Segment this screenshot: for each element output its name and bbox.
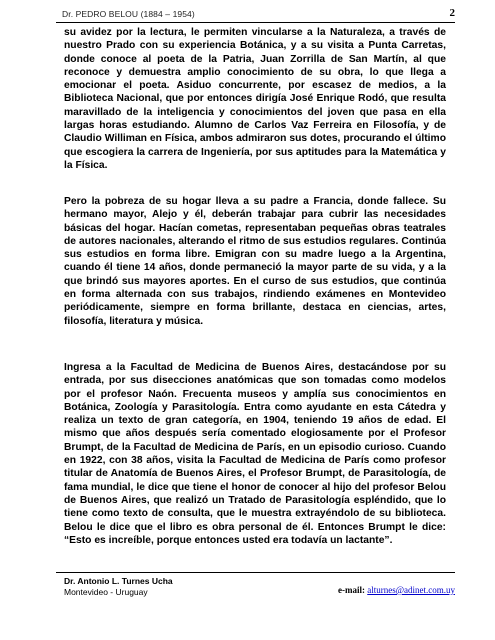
header-title: Dr. PEDRO BELOU (1884 – 1954) <box>62 9 195 19</box>
email-link[interactable]: alturnes@adinet.com.uy <box>367 585 455 595</box>
page-number: 2 <box>449 7 455 19</box>
email-label: e-mail: <box>337 585 365 595</box>
paragraph-1: su avidez por la lectura, le permiten vincularse a la Naturaleza, a través de nuestro Prado con su experiencia Botánica, y a su visita a Punta Carretas, donde conoce al poeta de la Patria, Juan Zorrilla de San Martín, al que reconoce y demuestra amplio conocimiento de su obra, lo que llega a emocionar el poeta. Asiduo concurrente, por escasez de medios, a la Biblioteca Nacional, que por entonces dirigía José Enrique Rodó, que resulta maravillado de la inteligencia y conocimientos del joven que pasa en ella largas horas estudiando. Alumno de Carlos Vaz Ferreira en Filosofía, y de Claudio Williman en Física, ambos admiraron sus dotes, procurando el último que escogiera la carrera de Ingeniería, por sus aptitudes para la Matemática y la Física. <box>64 27 446 171</box>
paragraph-3: Ingresa a la Facultad de Medicina de Buenos Aires, destacándose por su entrada, por sus disecciones anatómicas que son tomadas como modelos por el profesor Naón. Frecuenta museos y amplía sus conocimientos en Botánica, Zoología y Parasitología. Entra como ayudante en esta Cátedra y realiza un texto de gran categoría, en 1904, teniendo 19 años de edad. El mismo que años después sería comentado elogiosamente por el Profesor Brumpt, de la Facultad de Medicina de París, en un episodio curioso. Cuando en 1922, con 38 años, visita la Facultad de Medicina de París como profesor titular de Anatomía de Buenos Aires, el Profesor Brumpt, de Parasitología, de fama mundial, le dice que tiene el honor de conocer al hijo del profesor Belou de Buenos Aires, que realizó un Tratado de Parasitología espléndido, que lo tiene como texto de consulta, que le muestra extrayéndolo de su biblioteca. Belou le dice que el libro es obra personal de él. Entonces Brumpt le dice: “Esto es increíble, porque entonces usted era todavía un lactante”. <box>64 362 446 546</box>
page-header <box>56 8 455 23</box>
footer-author: Dr. Antonio L. Turnes Ucha <box>64 576 173 586</box>
paragraph-2: Pero la pobreza de su hogar lleva a su padre a Francia, donde fallece. Su hermano mayor, Alejo y él, deberán trabajar para cubrir las necesidades básicas del hogar. Hacían cometas, representaban pequeñas obras teatrales de autores nacionales, alterando el ritmo de sus estudios regulares. Continúa sus estudios en forma libre. Emigran con su madre luego a la Argentina, cuando él tiene 14 años, donde permaneció la mayor parte de su vida, y a la que brindó sus mayores aportes. En el curso de sus estudios, que continúa en forma alternada con sus trabajos, rindiendo exámenes en Montevideo periódicamente, siempre en forma brillante, destaca en ciencias, artes, filosofía, literatura y música. <box>64 196 446 327</box>
page-footer <box>56 572 455 597</box>
footer-email <box>338 585 455 595</box>
footer-location: Montevideo - Uruguay <box>64 587 148 597</box>
